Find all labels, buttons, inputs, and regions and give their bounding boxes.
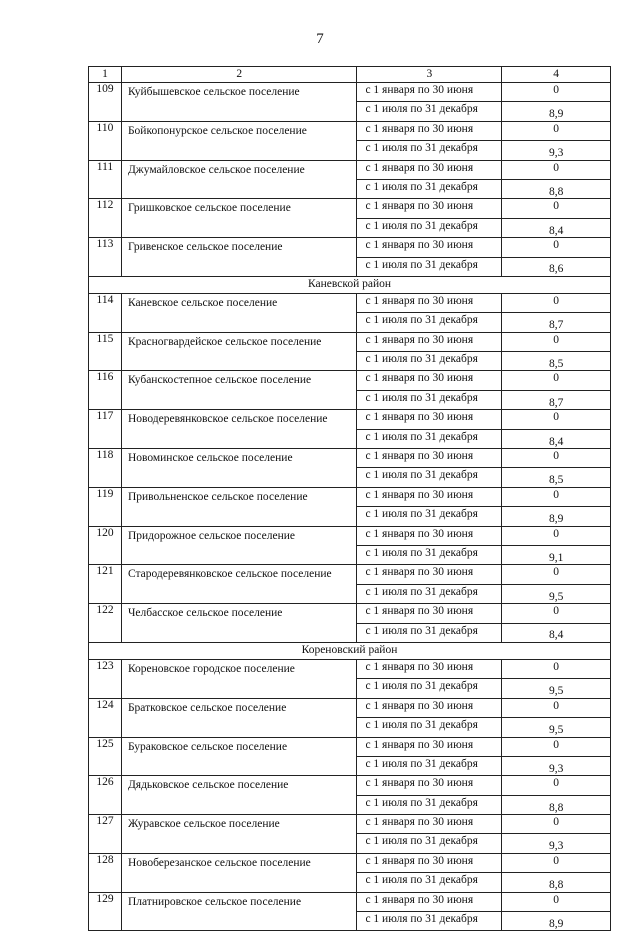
settlement-name: Кореновское городское поселение bbox=[121, 659, 357, 698]
period-second-half: с 1 июля по 31 декабря bbox=[357, 429, 502, 448]
value-second-half: 8,8 bbox=[502, 873, 611, 892]
district-name: Каневской район bbox=[89, 276, 611, 293]
settlement-name: Новоберезанское сельское поселение bbox=[121, 853, 357, 892]
value-second-half: 9,3 bbox=[502, 141, 611, 160]
table-row bbox=[89, 776, 611, 795]
value-second-half: 9,3 bbox=[502, 834, 611, 853]
settlement-name: Каневское сельское поселение bbox=[121, 293, 357, 332]
table-row bbox=[89, 410, 611, 429]
table-row bbox=[89, 853, 611, 872]
period-second-half: с 1 июля по 31 декабря bbox=[357, 468, 502, 487]
settlement-name: Челбасское сельское поселение bbox=[121, 604, 357, 643]
settlement-name: Привольненское сельское поселение bbox=[121, 487, 357, 526]
settlement-name: Гришковское сельское поселение bbox=[121, 199, 357, 238]
value-second-half: 8,8 bbox=[502, 179, 611, 198]
period-first-half: с 1 января по 30 июня bbox=[357, 526, 502, 545]
value-second-half: 8,8 bbox=[502, 795, 611, 814]
period-first-half: с 1 января по 30 июня bbox=[357, 815, 502, 834]
value-second-half: 8,4 bbox=[502, 218, 611, 237]
period-second-half: с 1 июля по 31 декабря bbox=[357, 545, 502, 564]
period-second-half: с 1 июля по 31 декабря bbox=[357, 141, 502, 160]
row-number: 128 bbox=[89, 853, 122, 892]
value-second-half: 9,1 bbox=[502, 545, 611, 564]
value-second-half: 9,5 bbox=[502, 718, 611, 737]
value-first-half: 0 bbox=[502, 332, 611, 351]
table-body bbox=[89, 83, 611, 931]
settlement-name: Красногвардейское сельское поселение bbox=[121, 332, 357, 371]
row-number: 113 bbox=[89, 238, 122, 277]
value-second-half: 8,9 bbox=[502, 507, 611, 526]
period-first-half: с 1 января по 30 июня bbox=[357, 293, 502, 312]
row-number: 110 bbox=[89, 121, 122, 160]
row-number: 129 bbox=[89, 892, 122, 931]
settlement-name: Джумайловское сельское поселение bbox=[121, 160, 357, 199]
row-number: 122 bbox=[89, 604, 122, 643]
settlement-name: Бураковское сельское поселение bbox=[121, 737, 357, 776]
value-first-half: 0 bbox=[502, 449, 611, 468]
value-first-half: 0 bbox=[502, 238, 611, 257]
period-second-half: с 1 июля по 31 декабря bbox=[357, 352, 502, 371]
row-number: 121 bbox=[89, 565, 122, 604]
row-number: 116 bbox=[89, 371, 122, 410]
period-first-half: с 1 января по 30 июня bbox=[357, 83, 502, 102]
table-row bbox=[89, 121, 611, 140]
table-row bbox=[89, 698, 611, 717]
period-second-half: с 1 июля по 31 декабря bbox=[357, 179, 502, 198]
value-first-half: 0 bbox=[502, 293, 611, 312]
period-second-half: с 1 июля по 31 декабря bbox=[357, 102, 502, 121]
value-second-half: 8,5 bbox=[502, 352, 611, 371]
period-second-half: с 1 июля по 31 декабря bbox=[357, 679, 502, 698]
row-number: 114 bbox=[89, 293, 122, 332]
row-number: 126 bbox=[89, 776, 122, 815]
table-row bbox=[89, 815, 611, 834]
value-second-half: 8,9 bbox=[502, 102, 611, 121]
table-row bbox=[89, 371, 611, 390]
settlement-name: Журавское сельское поселение bbox=[121, 815, 357, 854]
period-second-half: с 1 июля по 31 декабря bbox=[357, 623, 502, 642]
district-header-row bbox=[89, 642, 611, 659]
value-first-half: 0 bbox=[502, 487, 611, 506]
settlement-name: Новодеревянковское сельское поселение bbox=[121, 410, 357, 449]
period-second-half: с 1 июля по 31 декабря bbox=[357, 718, 502, 737]
value-second-half: 8,5 bbox=[502, 468, 611, 487]
settlement-name: Дядьковское сельское поселение bbox=[121, 776, 357, 815]
table-row bbox=[89, 332, 611, 351]
row-number: 127 bbox=[89, 815, 122, 854]
period-first-half: с 1 января по 30 июня bbox=[357, 776, 502, 795]
row-number: 125 bbox=[89, 737, 122, 776]
period-second-half: с 1 июля по 31 декабря bbox=[357, 795, 502, 814]
value-first-half: 0 bbox=[502, 698, 611, 717]
value-first-half: 0 bbox=[502, 121, 611, 140]
value-first-half: 0 bbox=[502, 83, 611, 102]
period-second-half: с 1 июля по 31 декабря bbox=[357, 257, 502, 276]
table-row bbox=[89, 737, 611, 756]
period-second-half: с 1 июля по 31 декабря bbox=[357, 218, 502, 237]
table-row bbox=[89, 526, 611, 545]
period-first-half: с 1 января по 30 июня bbox=[357, 449, 502, 468]
table-row bbox=[89, 160, 611, 179]
settlement-name: Братковское сельское поселение bbox=[121, 698, 357, 737]
settlements-table bbox=[88, 66, 611, 931]
row-number: 123 bbox=[89, 659, 122, 698]
period-second-half: с 1 июля по 31 декабря bbox=[357, 873, 502, 892]
value-first-half: 0 bbox=[502, 160, 611, 179]
period-second-half: с 1 июля по 31 декабря bbox=[357, 507, 502, 526]
value-first-half: 0 bbox=[502, 604, 611, 623]
settlement-name: Стародеревянковское сельское поселение bbox=[121, 565, 357, 604]
period-first-half: с 1 января по 30 июня bbox=[357, 604, 502, 623]
row-number: 119 bbox=[89, 487, 122, 526]
value-second-half: 8,4 bbox=[502, 623, 611, 642]
table-row bbox=[89, 293, 611, 312]
table-row bbox=[89, 199, 611, 218]
value-first-half: 0 bbox=[502, 853, 611, 872]
table-row bbox=[89, 565, 611, 584]
period-second-half: с 1 июля по 31 декабря bbox=[357, 584, 502, 603]
value-second-half: 9,5 bbox=[502, 679, 611, 698]
column-header: 3 bbox=[357, 67, 502, 83]
value-first-half: 0 bbox=[502, 410, 611, 429]
value-first-half: 0 bbox=[502, 776, 611, 795]
period-first-half: с 1 января по 30 июня bbox=[357, 238, 502, 257]
value-second-half: 8,4 bbox=[502, 429, 611, 448]
table-row bbox=[89, 449, 611, 468]
value-first-half: 0 bbox=[502, 565, 611, 584]
value-first-half: 0 bbox=[502, 199, 611, 218]
row-number: 111 bbox=[89, 160, 122, 199]
period-first-half: с 1 января по 30 июня bbox=[357, 737, 502, 756]
period-first-half: с 1 января по 30 июня bbox=[357, 121, 502, 140]
value-second-half: 8,7 bbox=[502, 313, 611, 332]
value-first-half: 0 bbox=[502, 371, 611, 390]
period-first-half: с 1 января по 30 июня bbox=[357, 160, 502, 179]
period-first-half: с 1 января по 30 июня bbox=[357, 853, 502, 872]
value-second-half: 9,5 bbox=[502, 584, 611, 603]
district-name: Кореновский район bbox=[89, 642, 611, 659]
period-second-half: с 1 июля по 31 декабря bbox=[357, 756, 502, 775]
settlement-name: Бойкопонурское сельское поселение bbox=[121, 121, 357, 160]
value-second-half: 8,6 bbox=[502, 257, 611, 276]
column-header: 1 bbox=[89, 67, 122, 83]
row-number: 109 bbox=[89, 83, 122, 122]
settlement-name: Гривенское сельское поселение bbox=[121, 238, 357, 277]
period-first-half: с 1 января по 30 июня bbox=[357, 698, 502, 717]
value-first-half: 0 bbox=[502, 659, 611, 678]
value-first-half: 0 bbox=[502, 737, 611, 756]
period-first-half: с 1 января по 30 июня bbox=[357, 565, 502, 584]
row-number: 118 bbox=[89, 449, 122, 488]
value-first-half: 0 bbox=[502, 892, 611, 911]
settlement-name: Придорожное сельское поселение bbox=[121, 526, 357, 565]
table-row bbox=[89, 238, 611, 257]
row-number: 112 bbox=[89, 199, 122, 238]
settlement-name: Куйбышевское сельское поселение bbox=[121, 83, 357, 122]
settlement-name: Платнировское сельское поселение bbox=[121, 892, 357, 931]
value-second-half: 8,9 bbox=[502, 912, 611, 931]
table-row bbox=[89, 487, 611, 506]
settlement-name: Новоминское сельское поселение bbox=[121, 449, 357, 488]
value-first-half: 0 bbox=[502, 815, 611, 834]
row-number: 117 bbox=[89, 410, 122, 449]
period-second-half: с 1 июля по 31 декабря bbox=[357, 912, 502, 931]
column-header: 4 bbox=[502, 67, 611, 83]
period-first-half: с 1 января по 30 июня bbox=[357, 892, 502, 911]
period-first-half: с 1 января по 30 июня bbox=[357, 487, 502, 506]
period-first-half: с 1 января по 30 июня bbox=[357, 371, 502, 390]
period-first-half: с 1 января по 30 июня bbox=[357, 659, 502, 678]
column-header: 2 bbox=[121, 67, 357, 83]
district-header-row bbox=[89, 276, 611, 293]
value-first-half: 0 bbox=[502, 526, 611, 545]
period-first-half: с 1 января по 30 июня bbox=[357, 199, 502, 218]
row-number: 115 bbox=[89, 332, 122, 371]
period-first-half: с 1 января по 30 июня bbox=[357, 332, 502, 351]
row-number: 124 bbox=[89, 698, 122, 737]
table-row bbox=[89, 604, 611, 623]
settlement-name: Кубанскостепное сельское поселение bbox=[121, 371, 357, 410]
table-row bbox=[89, 892, 611, 911]
period-second-half: с 1 июля по 31 декабря bbox=[357, 313, 502, 332]
row-number: 120 bbox=[89, 526, 122, 565]
table-header-row bbox=[89, 67, 611, 83]
table-row bbox=[89, 83, 611, 102]
table-row bbox=[89, 659, 611, 678]
page-number: 7 bbox=[316, 31, 324, 47]
period-second-half: с 1 июля по 31 декабря bbox=[357, 834, 502, 853]
value-second-half: 8,7 bbox=[502, 390, 611, 409]
period-first-half: с 1 января по 30 июня bbox=[357, 410, 502, 429]
value-second-half: 9,3 bbox=[502, 756, 611, 775]
period-second-half: с 1 июля по 31 декабря bbox=[357, 390, 502, 409]
